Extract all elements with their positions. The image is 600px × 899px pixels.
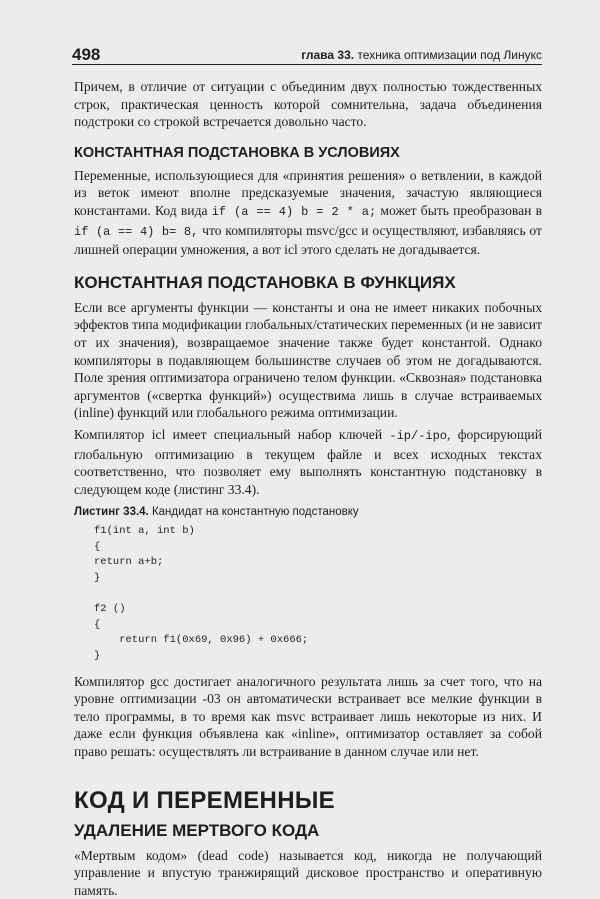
inline-code: if (a == 4) b= 8, bbox=[74, 224, 199, 239]
section-heading-conditions: КОНСТАНТНАЯ ПОДСТАНОВКА В УСЛОВИЯХ bbox=[74, 144, 400, 161]
text-run: Компилятор icl имеет специальный набор ключей bbox=[74, 426, 390, 442]
page-number: 498 bbox=[72, 45, 101, 64]
functions-paragraph-3: Компилятор gcc достигает аналогичного результата лишь за счет того, что на уровне оптимизации -03 он автоматически встраивает все мелкие функции в тело программы, в то время как msvc встраивает лишь некоторые из них. И даже если функция объявлена как «inline», оптимизатор оставляет за собой право решать: осуществлять ли встраивание в данном случае или нет. bbox=[74, 673, 542, 759]
chapter-title: техника оптимизации под Линукс bbox=[354, 48, 542, 62]
listing-label: Листинг 33.4. bbox=[74, 506, 149, 519]
section-heading-dead-code: УДАЛЕНИЕ МЕРТВОГО КОДА bbox=[74, 820, 320, 840]
functions-paragraph-2 bbox=[74, 426, 542, 498]
text-run: , форсирующий глобальную оптимизацию в текущем файле и всех исходных текстах соответственно, что позволяет ему выполнять константную подстановку в следующем коде (листинг 33.4). bbox=[74, 426, 542, 497]
inline-code: -ip/-ipo bbox=[389, 428, 447, 443]
inline-code: if (a == 4) b = 2 * a; bbox=[211, 204, 377, 219]
text-run: Переменные, использующиеся для «принятия решения» о ветвлении, в каждой из веток имеют вполне предсказуемые значения, зачастую являющиеся константами. Код вида bbox=[74, 167, 542, 218]
listing-caption bbox=[74, 506, 542, 518]
chapter-section-heading: КОД И ПЕРЕМЕННЫЕ bbox=[74, 786, 335, 814]
page-content bbox=[74, 78, 542, 899]
dead-code-paragraph: «Мертвым кодом» (dead code) называется код, никогда не получающий управление и впустую транжирящий дисковое пространство и оперативную память. bbox=[74, 847, 542, 898]
conditions-paragraph bbox=[74, 167, 542, 259]
chapter-number: глава 33. bbox=[301, 48, 355, 62]
running-head bbox=[301, 47, 542, 64]
section-heading-functions: КОНСТАНТНАЯ ПОДСТАНОВКА В ФУНКЦИЯХ bbox=[74, 272, 456, 292]
text-run: что компиляторы msvc/gcc и осуществляют, избавляясь от лишней операции умножения, а вот icl этого сделать не догадывается. bbox=[74, 222, 542, 258]
code-listing: f1(int a, int b) { return a+b; } f2 () { return f1(0x69, 0x96) + 0x666; } bbox=[94, 525, 309, 663]
listing-title: Кандидат на константную подстановку bbox=[148, 506, 359, 519]
functions-paragraph-1: Если все аргументы функции — константы и она не имеет никаких побочных эффектов типа модификации глобальных/статических переменных (и не зависит от их значения), возвращаемое значение также будет константой. Однако компиляторы в подавляющем большинстве случаев об этом не догадываются. Поле зрения оптимизатора ограничено телом функции. «Сквозная» подстановка аргументов («свертка функций») осуществима лишь в случае встраиваемых (inline) функций или глобального режима оптимизации. bbox=[74, 299, 542, 421]
intro-paragraph: Причем, в отличие от ситуации с объединим двух полностью тождественных строк, практическая ценность которой сомнительна, задача объединения подстроки со строкой встречается довольно часто. bbox=[74, 79, 542, 130]
page-header bbox=[72, 44, 542, 65]
text-run: может быть преобразован в bbox=[376, 202, 542, 218]
